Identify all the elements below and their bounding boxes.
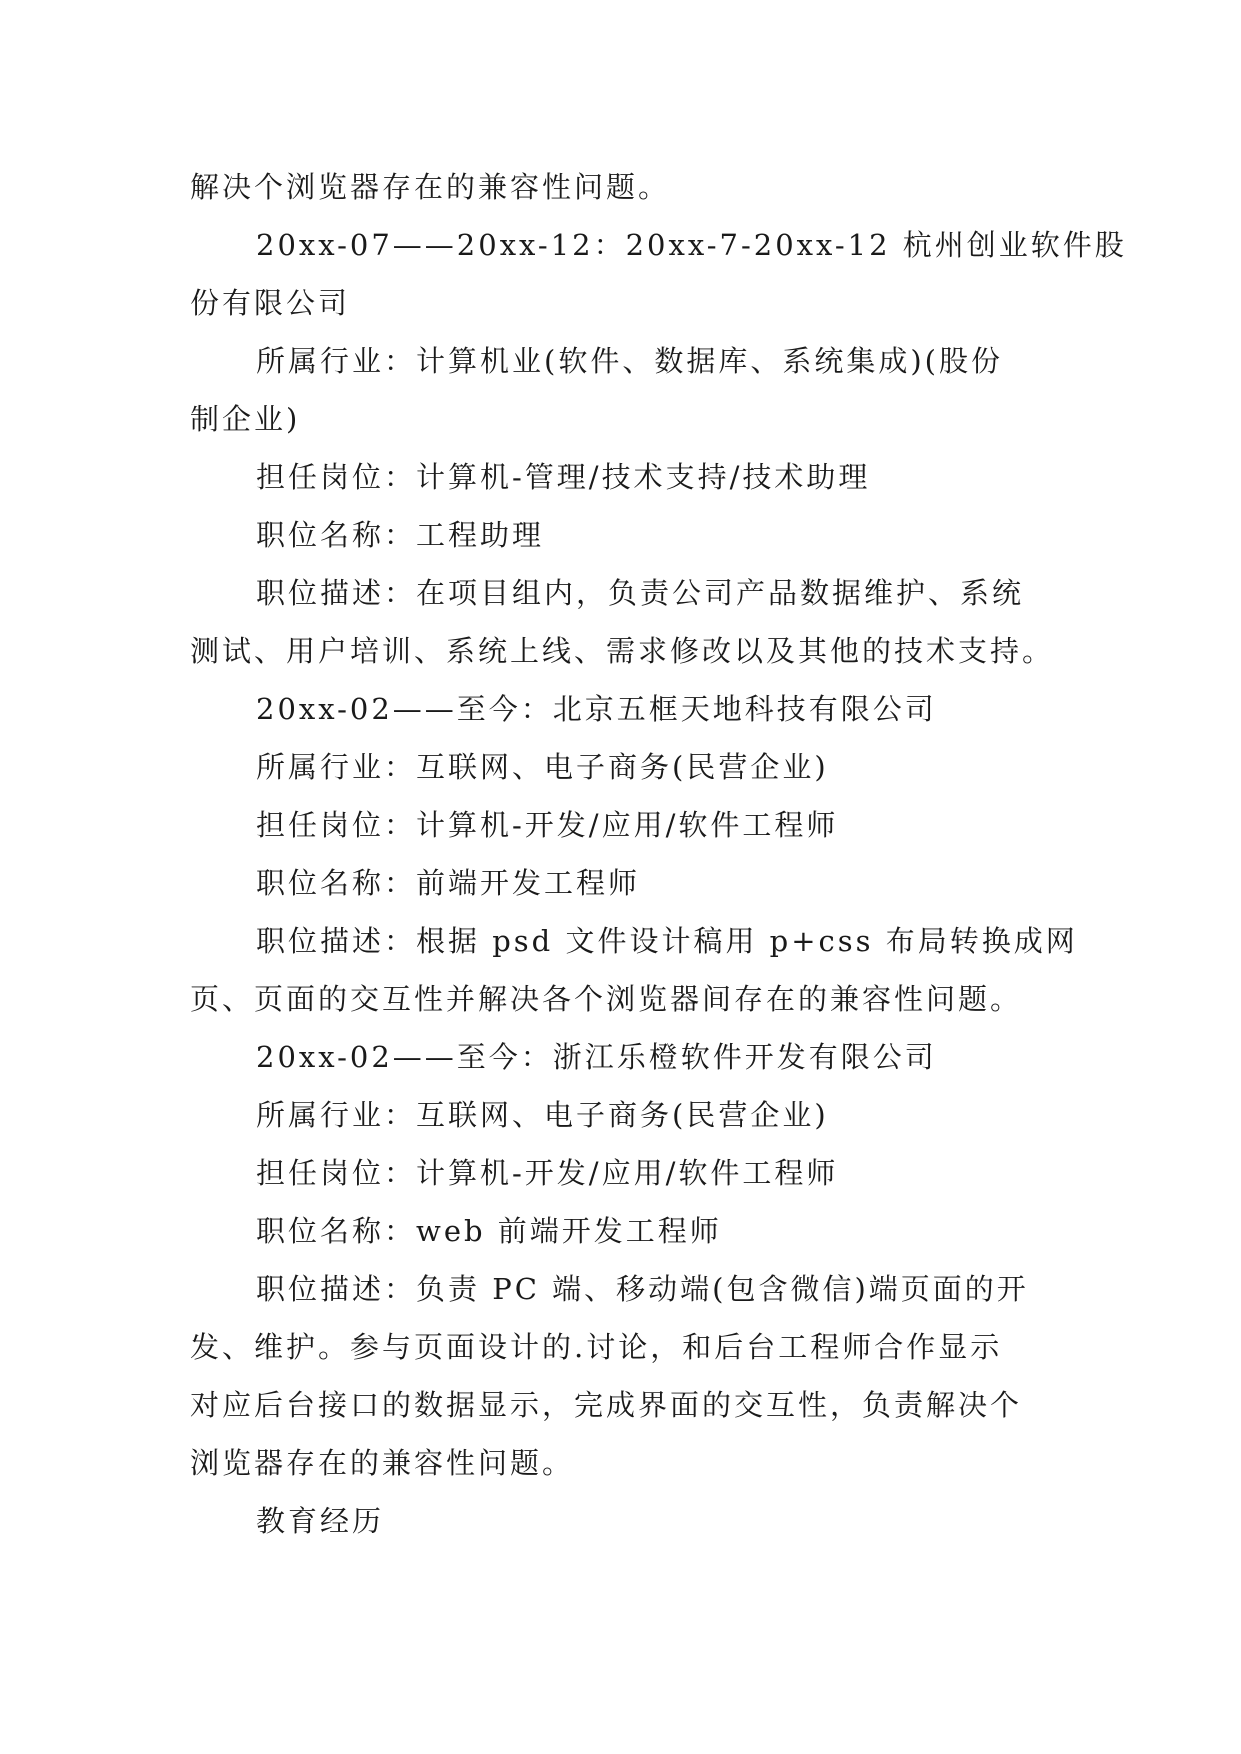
text-line: 20xx-07——20xx-12：20xx-7-20xx-12 杭州创业软件股 — [256, 228, 1127, 262]
text-line: 20xx-02——至今：浙江乐橙软件开发有限公司 — [256, 1040, 937, 1074]
text-line: 解决个浏览器存在的兼容性问题。 — [190, 170, 671, 204]
text-line: 担任岗位：计算机-管理/技术支持/技术助理 — [256, 460, 871, 494]
text-line: 发、维护。参与页面设计的.讨论，和后台工程师合作显示 — [190, 1330, 1003, 1364]
text-line: 职位名称：web 前端开发工程师 — [256, 1214, 722, 1248]
text-line: 职位描述：在项目组内，负责公司产品数据维护、系统 — [256, 576, 1025, 610]
text-line: 制企业) — [190, 402, 301, 436]
text-line: 职位名称：前端开发工程师 — [256, 866, 641, 900]
document-body — [190, 158, 1127, 1550]
text-line: 对应后台接口的数据显示，完成界面的交互性，负责解决个 — [190, 1388, 1023, 1422]
text-line: 所属行业：互联网、电子商务(民营企业) — [256, 1098, 829, 1132]
text-line: 浏览器存在的兼容性问题。 — [190, 1446, 575, 1480]
section-heading: 教育经历 — [256, 1504, 385, 1538]
text-line: 职位名称：工程助理 — [256, 518, 545, 552]
text-line: 份有限公司 — [190, 286, 351, 320]
text-line: 所属行业：互联网、电子商务(民营企业) — [256, 750, 829, 784]
text-line: 20xx-02——至今：北京五框天地科技有限公司 — [256, 692, 937, 726]
text-line: 职位描述：负责 PC 端、移动端(包含微信)端页面的开 — [256, 1272, 1029, 1306]
text-line: 测试、用户培训、系统上线、需求修改以及其他的技术支持。 — [190, 634, 1055, 668]
text-line: 所属行业：计算机业(软件、数据库、系统集成)(股份 — [256, 344, 1003, 378]
text-line: 页、页面的交互性并解决各个浏览器间存在的兼容性问题。 — [190, 982, 1023, 1016]
text-line: 担任岗位：计算机-开发/应用/软件工程师 — [256, 808, 839, 842]
text-line: 职位描述：根据 psd 文件设计稿用 p+css 布局转换成网 — [256, 924, 1078, 958]
text-line: 担任岗位：计算机-开发/应用/软件工程师 — [256, 1156, 839, 1190]
